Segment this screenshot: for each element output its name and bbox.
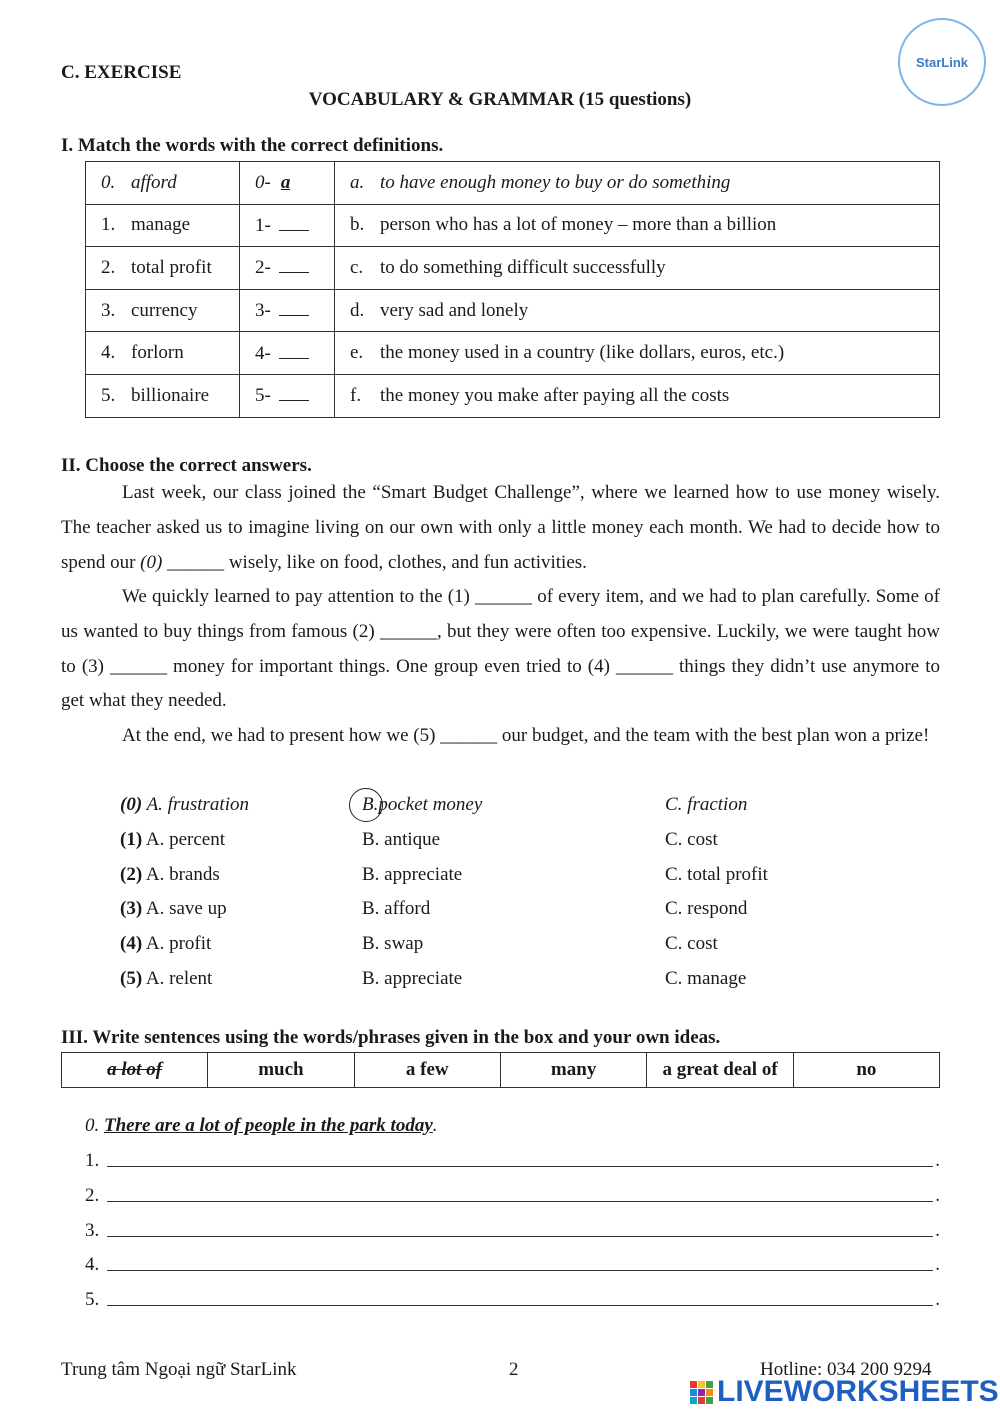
- answer-blank[interactable]: [279, 214, 309, 231]
- matching-row: [86, 204, 940, 247]
- word: manage: [131, 214, 191, 236]
- matching-table: [85, 161, 940, 418]
- option-b[interactable]: B. appreciate: [362, 863, 463, 885]
- logo-text: StarLink: [915, 54, 968, 70]
- option-b[interactable]: B. swap: [362, 933, 424, 955]
- matching-row: [86, 289, 940, 332]
- option-c[interactable]: C. manage: [665, 968, 747, 989]
- answer-key: 0-: [255, 171, 271, 193]
- word: forlorn: [131, 342, 184, 364]
- definition-letter: e.: [350, 342, 364, 364]
- definition-letter: a.: [350, 171, 365, 193]
- part3-title: III. Write sentences using the words/phrases given in the box and your own ideas.: [61, 1027, 721, 1048]
- answer-key: 4-: [255, 342, 271, 364]
- definition: to do something difficult successfully: [380, 256, 666, 278]
- passage-paragraph-3: At the end, we had to present how we (5) ______ our budget, and the team with the best plan won a prize!: [122, 725, 930, 746]
- word: afford: [131, 171, 177, 193]
- definition-letter: b.: [350, 214, 365, 236]
- page-number: 2: [509, 1359, 519, 1380]
- word-box-cell: a great deal of: [647, 1053, 793, 1088]
- definition: person who has a lot of money – more than a billion: [380, 214, 777, 236]
- part1-title: I. Match the words with the correct definitions.: [61, 135, 444, 156]
- option-a[interactable]: (5) A. relent: [120, 968, 213, 989]
- option-b[interactable]: B.pocket money: [362, 794, 482, 816]
- word: billionaire: [131, 384, 210, 406]
- passage-paragraph-2: We quickly learned to pay attention to the (1) ______ of every item, and we had to plan carefully. Some of us wanted to buy things from famous (2) ______, but they were often too expensive. Luckily, we were taught how to (3) ______ money for important things. One group even tried to (4) ______ things they didn’t use anymore to get what they needed.: [61, 586, 940, 712]
- matching-row: [86, 374, 940, 417]
- word-box-cell: many: [500, 1053, 646, 1088]
- word-number: 4.: [101, 342, 116, 364]
- definition: the money you make after paying all the costs: [380, 384, 730, 406]
- definition-letter: f.: [350, 384, 362, 406]
- passage-paragraph-1: Last week, our class joined the “Smart Budget Challenge”, where we learned how to use money wisely. The teacher asked us to imagine living on our own with only a little money each month. We had to decide how to spend our (0) ______ wisely, like on food, clothes, and fun activities.: [61, 482, 940, 573]
- option-c[interactable]: C. respond: [665, 898, 748, 920]
- example-sentence: 0. There are a lot of people in the park today.: [85, 1115, 438, 1136]
- option-a[interactable]: (3) A. save up: [120, 898, 227, 920]
- word-box: [61, 1052, 940, 1088]
- definition-letter: c.: [350, 256, 364, 278]
- option-c[interactable]: C. total profit: [665, 863, 768, 885]
- liveworksheets-watermark: [690, 1375, 999, 1409]
- word-number: 2.: [101, 256, 116, 278]
- matching-row: [86, 247, 940, 290]
- footer-hotline: Hotline: 034 200 9294: [760, 1359, 932, 1380]
- word-number: 5.: [101, 384, 116, 406]
- section-subtitle: VOCABULARY & GRAMMAR (15 questions): [308, 89, 692, 110]
- liveworksheets-icon: [690, 1381, 713, 1404]
- definition-letter: d.: [350, 299, 365, 321]
- section-heading: C. EXERCISE: [61, 62, 182, 83]
- watermark-text: LIVEWORKSHEETS: [717, 1375, 999, 1408]
- answer-line[interactable]: 5. .: [85, 1289, 940, 1311]
- circled-answer-mark: [349, 788, 383, 822]
- word-number: 0.: [101, 171, 116, 193]
- footer-center-name: Trung tâm Ngoại ngữ StarLink: [61, 1359, 297, 1380]
- answer-blank[interactable]: [279, 256, 309, 273]
- option-c[interactable]: C. cost: [665, 828, 718, 850]
- option-c[interactable]: C. fraction: [665, 794, 748, 815]
- word: currency: [131, 299, 198, 321]
- option-a[interactable]: (4) A. profit: [120, 933, 212, 955]
- answer-line[interactable]: 2. .: [85, 1184, 940, 1206]
- word-number: 3.: [101, 299, 116, 321]
- answer-key: 2-: [255, 257, 271, 279]
- answer-blank[interactable]: [279, 384, 309, 401]
- option-b[interactable]: B. appreciate: [362, 968, 463, 989]
- answer-line[interactable]: 1. .: [85, 1150, 940, 1171]
- word: total profit: [131, 256, 212, 278]
- word-box-cell: no: [793, 1053, 939, 1088]
- word-box-cell: a lot of: [62, 1053, 208, 1088]
- answer-line[interactable]: 4. .: [85, 1254, 940, 1276]
- matching-row: [86, 332, 940, 375]
- option-c[interactable]: C. cost: [665, 933, 718, 955]
- answer-line[interactable]: 3. .: [85, 1219, 940, 1241]
- part2-title: II. Choose the correct answers.: [61, 455, 312, 476]
- option-a[interactable]: (1) A. percent: [120, 828, 225, 850]
- definition: to have enough money to buy or do something: [380, 171, 731, 193]
- definition: the money used in a country (like dollars, euros, etc.): [380, 342, 785, 364]
- answer-key: 5-: [255, 385, 271, 407]
- answer-key: 3-: [255, 300, 271, 322]
- definition: very sad and lonely: [380, 299, 529, 321]
- word-box-cell: a few: [354, 1053, 500, 1088]
- word-number: 1.: [101, 214, 116, 236]
- answer-blank[interactable]: [279, 342, 309, 359]
- word-box-cell: much: [208, 1053, 354, 1088]
- answer-given: a: [280, 171, 291, 193]
- matching-row: [86, 162, 940, 205]
- option-a[interactable]: (2) A. brands: [120, 863, 220, 885]
- answer-blank[interactable]: [279, 299, 309, 316]
- option-b[interactable]: B. antique: [362, 828, 441, 850]
- answer-key: 1-: [255, 214, 271, 236]
- option-a[interactable]: (0) A. frustration: [120, 794, 249, 815]
- option-b[interactable]: B. afford: [362, 898, 431, 920]
